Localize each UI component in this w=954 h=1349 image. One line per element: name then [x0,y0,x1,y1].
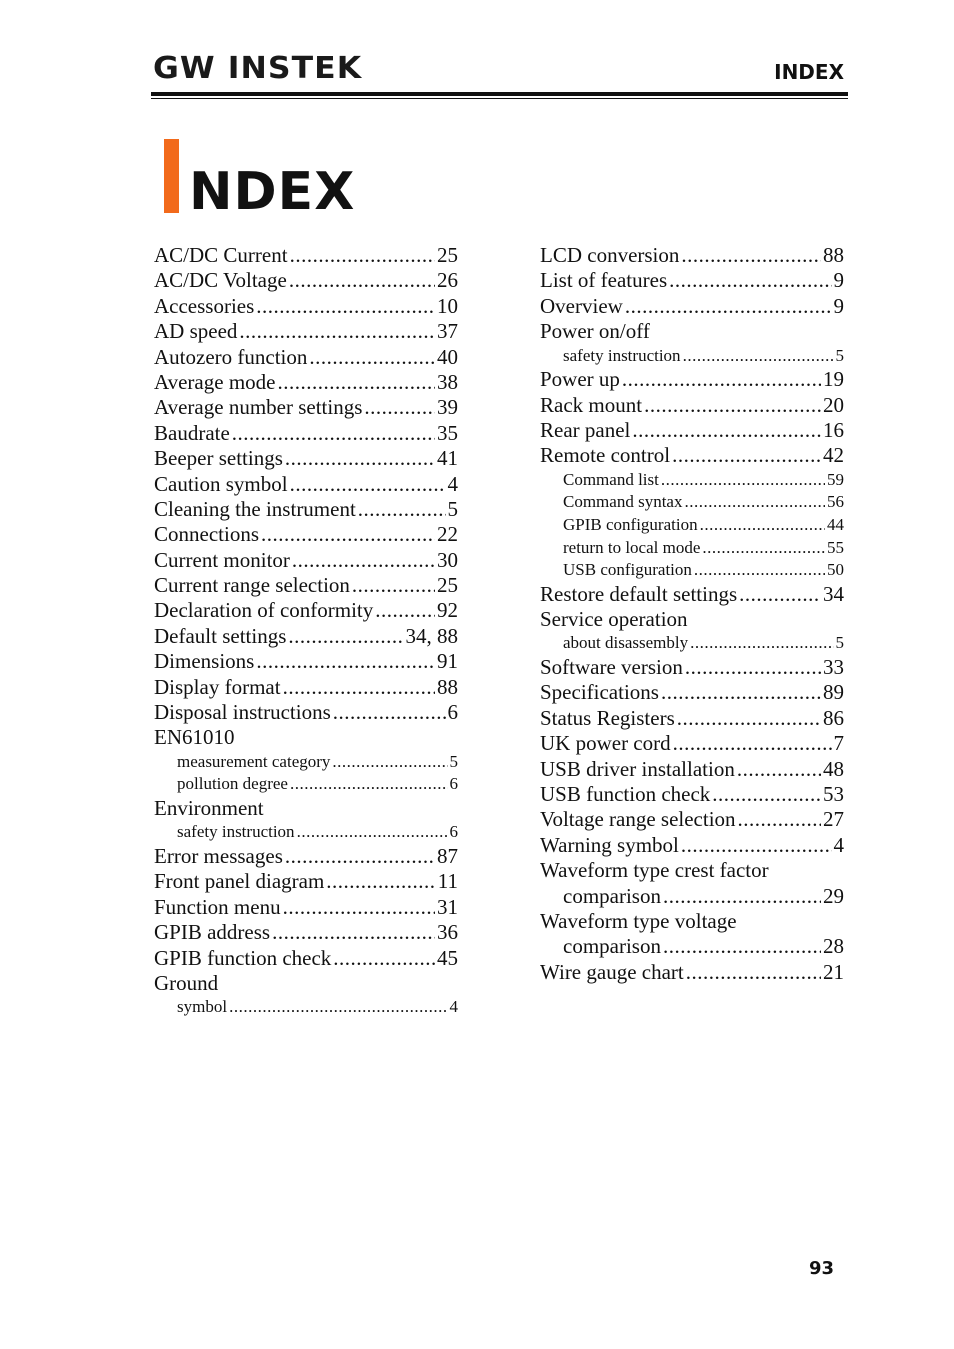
index-page-ref: 5 [447,496,458,521]
dot-leader [739,582,821,607]
index-term: USB function check [540,782,711,807]
index-page-ref: 26 [437,268,458,293]
index-page-ref: 39 [437,395,458,420]
index-page-ref: 5 [835,345,844,365]
index-term: EN61010 [154,725,235,750]
dot-leader [326,869,435,894]
index-entry [154,370,458,395]
index-term: AD speed [154,319,238,344]
index-term: Rack mount [540,392,643,417]
index-entry [540,514,844,537]
index-entry [540,934,844,959]
index-page-ref: 9 [833,293,844,318]
dot-leader [239,319,435,344]
dot-leader [663,934,821,959]
index-term: Command syntax [563,492,683,512]
dot-leader [737,757,821,782]
dot-leader [297,821,448,844]
index-entry [154,895,458,920]
dot-leader [677,706,821,731]
index-term: about disassembly [563,633,689,653]
index-page-ref: 7 [833,731,844,756]
index-entry [154,294,458,319]
index-term: Specifications [540,680,659,705]
index-term: safety instruction [177,822,295,842]
dot-leader [285,844,435,869]
index-term: Wire gauge chart [540,959,684,984]
index-term: Software version [540,655,683,680]
index-term: comparison [563,934,661,959]
index-page-ref: 16 [823,417,844,442]
index-entry [540,680,844,705]
index-term: Error messages [154,843,283,868]
index-page-ref: 9 [833,268,844,293]
dot-leader [283,675,435,700]
index-term: Autozero function [154,344,308,369]
index-term: Connections [154,522,259,547]
index-term: Ground [154,970,219,995]
index-term: AC/DC Current [154,243,288,267]
dot-leader [672,443,821,468]
index-page-ref: 10 [437,293,458,318]
index-term: GPIB function check [154,945,332,970]
index-page-ref: 40 [437,344,458,369]
index-term: pollution degree [177,774,288,794]
index-entry [540,294,844,319]
index-page-ref: 6 [447,700,458,725]
index-term: symbol [177,997,228,1017]
index-term: Dimensions [154,649,255,674]
dot-leader [663,884,821,909]
index-entry [540,268,844,293]
index-entry [154,268,458,293]
index-page-ref: 53 [823,782,844,807]
index-entry [154,649,458,674]
index-term: Default settings [154,623,287,648]
index-term: Service operation [540,607,688,632]
index-entry [154,920,458,945]
index-page-ref: 89 [823,680,844,705]
index-page-ref: 34 [823,581,844,606]
index-term: Declaration of conformity [154,598,374,623]
index-entry [154,869,458,894]
index-term: Waveform type voltage [540,908,737,933]
index-entry [154,497,458,522]
index-page-ref: 4 [449,997,458,1017]
index-term: GPIB address [154,920,271,945]
index-page-ref: 4 [447,471,458,496]
dot-leader [364,395,435,420]
index-term: Waveform type crest factor [540,858,769,883]
index-entry [540,393,844,418]
dot-leader [690,632,833,655]
dot-leader [289,268,435,293]
index-term: USB driver installation [540,756,735,781]
index-term: AC/DC Voltage [154,268,287,293]
index-page-ref: 92 [437,598,458,623]
index-term: Warning symbol [540,832,679,857]
index-entry [540,367,844,392]
index-term: GPIB configuration [563,514,698,534]
index-entry [540,243,844,268]
index-page-ref: 20 [823,392,844,417]
index-entry [154,796,458,821]
index-entry [154,395,458,420]
dot-leader [352,573,435,598]
index-entry [154,773,458,796]
dot-leader [683,345,834,368]
index-entry [540,655,844,680]
index-term: LCD conversion [540,243,680,267]
index-entry [154,319,458,344]
index-entry [154,821,458,844]
index-entry [540,418,844,443]
index-page-ref: 87 [437,843,458,868]
index-term: safety instruction [563,345,681,365]
index-term: comparison [563,883,661,908]
index-entry [154,971,458,996]
dot-leader [256,649,435,674]
index-entry [154,996,458,1019]
index-term: Beeper settings [154,446,283,471]
index-page-ref: 44 [827,514,844,534]
index-page-ref: 25 [437,573,458,598]
dot-leader [738,807,821,832]
index-entry [154,421,458,446]
index-page-ref: 19 [823,367,844,392]
index-term: Display format [154,674,281,699]
dot-leader [669,268,831,293]
dot-leader [285,446,435,471]
index-entry [154,624,458,649]
index-entry [540,706,844,731]
index-entry [540,960,844,985]
dot-leader [292,548,435,573]
index-page-ref: 59 [827,469,844,489]
index-entry [540,632,844,655]
index-entry [154,548,458,573]
page-number: 93 [808,1258,834,1279]
index-term: Caution symbol [154,471,288,496]
index-page-ref: 55 [827,537,844,557]
index-page-ref: 6 [449,774,458,794]
index-term: measurement category [177,751,331,771]
index-entry [154,345,458,370]
title-initial-letter-bar [164,139,179,213]
index-entry [540,537,844,560]
index-page-ref: 28 [823,934,844,959]
index-page-ref: 5 [835,633,844,653]
index-page-ref: 88 [823,243,844,267]
index-page-ref: 88 [437,674,458,699]
index-term: Current monitor [154,547,290,572]
index-column-left [154,243,458,1019]
dot-leader [702,537,825,560]
dot-leader [644,393,821,418]
index-term: Restore default settings [540,581,738,606]
dot-leader [625,294,832,319]
dot-leader [232,421,435,446]
index-term: Front panel diagram [154,869,325,894]
dot-leader [283,895,435,920]
index-page-ref: 35 [437,420,458,445]
index-entry [540,884,844,909]
index-entry [540,559,844,582]
index-term: Baudrate [154,420,230,445]
index-entry [540,345,844,368]
index-term: List of features [540,268,668,293]
index-page-ref: 91 [437,649,458,674]
index-term: Disposal instructions [154,700,331,725]
index-term: Voltage range selection [540,807,736,832]
dot-leader [288,624,403,649]
index-page-ref: 41 [437,446,458,471]
index-term: Current range selection [154,573,350,598]
index-page-ref: 27 [823,807,844,832]
index-entry [540,607,844,632]
index-page-ref: 25 [437,243,458,267]
dot-leader [686,960,821,985]
index-entry [154,573,458,598]
index-entry [154,700,458,725]
index-entry [540,469,844,492]
dot-leader [290,243,435,268]
index-entry [154,725,458,750]
index-page-ref: 34, 88 [405,623,458,648]
dot-leader [261,522,435,547]
index-page-ref: 37 [437,319,458,344]
dot-leader [700,514,825,537]
index-term: Environment [154,796,264,820]
index-term: USB configuration [563,560,692,580]
dot-leader [272,920,435,945]
dot-leader [256,294,435,319]
index-entry [154,522,458,547]
index-page-ref: 21 [823,959,844,984]
index-page-ref: 11 [437,869,458,894]
index-term: Power on/off [540,319,650,344]
index-entry [540,731,844,756]
dot-leader [229,996,447,1019]
index-entry [154,446,458,471]
index-term: return to local mode [563,537,701,557]
index-term: Status Registers [540,705,675,730]
dot-leader [277,370,435,395]
dot-leader [684,491,825,514]
dot-leader [375,598,435,623]
dot-leader [712,782,821,807]
index-entry [154,598,458,623]
header-section-label: INDEX [774,60,844,84]
header-rule-thin [151,98,848,99]
dot-leader [632,418,821,443]
dot-leader [309,345,435,370]
index-page-ref: 30 [437,547,458,572]
index-entry [154,946,458,971]
dot-leader [290,472,446,497]
index-page-ref: 31 [437,894,458,919]
index-entry [540,833,844,858]
index-page-ref: 6 [449,822,458,842]
index-page-ref: 38 [437,369,458,394]
index-term: Function menu [154,894,281,919]
index-entry [540,782,844,807]
index-page-ref: 86 [823,705,844,730]
index-term: Power up [540,367,620,392]
index-term: Average mode [154,369,276,394]
index-page-ref: 48 [823,756,844,781]
index-column-right [540,243,844,985]
index-page-ref: 50 [827,560,844,580]
index-page-ref: 22 [437,522,458,547]
dot-leader [332,751,447,774]
index-term: Accessories [154,293,255,318]
dot-leader [681,833,832,858]
index-entry [540,909,844,934]
index-entry [154,844,458,869]
index-term: Overview [540,293,623,318]
index-entry [540,319,844,344]
index-page-ref: 5 [449,751,458,771]
index-entry [540,491,844,514]
dot-leader [622,367,821,392]
index-term: Command list [563,469,659,489]
index-entry [154,751,458,774]
dot-leader [358,497,446,522]
index-page-ref: 29 [823,883,844,908]
index-entry [540,443,844,468]
page-title: NDEX [189,162,356,222]
dot-leader [661,680,821,705]
index-term: Cleaning the instrument [154,496,356,521]
dot-leader [290,773,448,796]
index-page-ref: 56 [827,492,844,512]
header-rule-thick [151,92,848,96]
dot-leader [685,655,821,680]
index-entry [540,858,844,883]
index-entry [540,807,844,832]
index-page-ref: 42 [823,443,844,468]
index-entry [154,675,458,700]
index-entry [154,472,458,497]
dot-leader [694,559,825,582]
dot-leader [661,469,825,492]
index-entry [540,582,844,607]
index-page-ref: 33 [823,655,844,680]
index-entry [540,757,844,782]
dot-leader [333,700,446,725]
index-term: Rear panel [540,417,631,442]
dot-leader [681,243,821,268]
index-page-ref: 45 [437,945,458,970]
index-page-ref: 36 [437,920,458,945]
dot-leader [333,946,435,971]
index-term: UK power cord [540,731,671,756]
index-page-ref: 4 [833,832,844,857]
gw-instek-logo: GW INSTEK [153,51,363,86]
index-entry [154,243,458,268]
index-term: Remote control [540,443,671,468]
dot-leader [673,731,832,756]
index-term: Average number settings [154,395,363,420]
